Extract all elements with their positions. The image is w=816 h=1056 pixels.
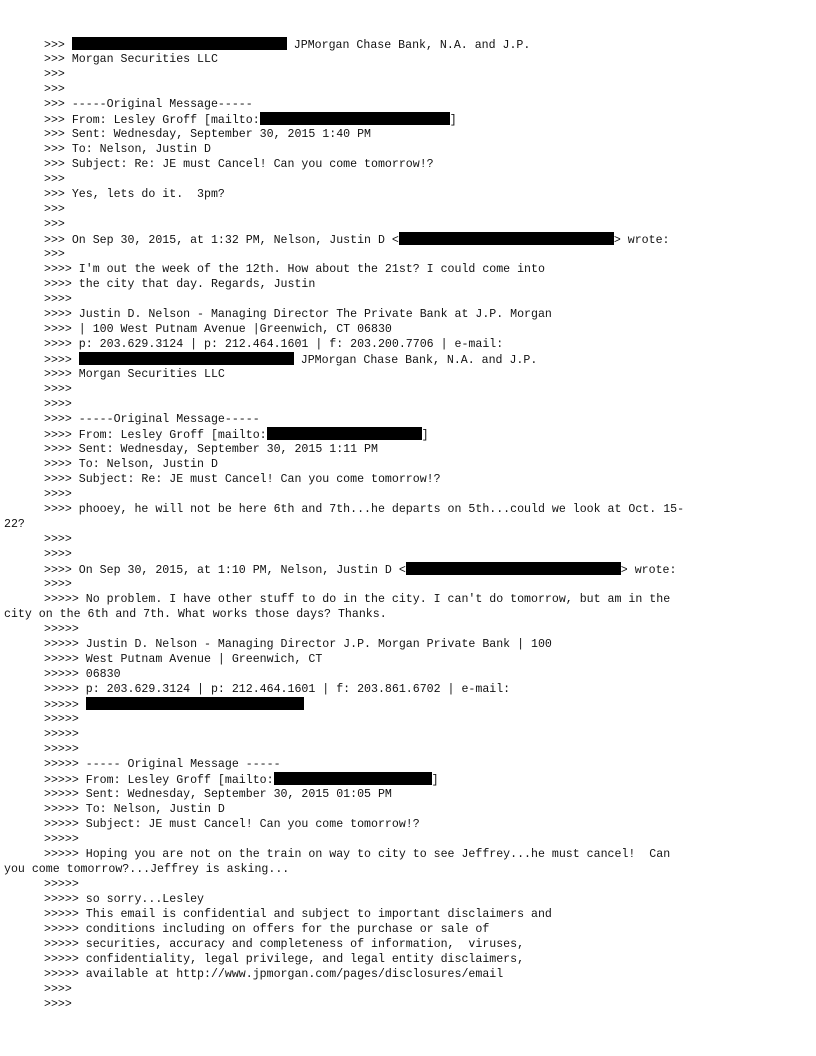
line-text: city on the 6th and 7th. What works those days? Thanks. [4, 608, 387, 621]
text-line [44, 217, 784, 232]
text-line [44, 292, 784, 307]
text-line [44, 97, 784, 112]
line-text: >>> To: Nelson, Justin D [44, 143, 211, 156]
text-line [44, 262, 784, 277]
line-text: >>>>> ----- Original Message ----- [44, 758, 281, 771]
line-text: >>>>> To: Nelson, Justin D [44, 803, 225, 816]
text-line [44, 322, 784, 337]
line-text: >>>>> Hoping you are not on the train on way to city to see Jeffrey...he must cancel! Can [44, 848, 671, 861]
redaction-bar [260, 112, 450, 125]
line-text: >>> [44, 68, 65, 81]
redaction-bar [86, 697, 304, 710]
text-line [44, 427, 784, 442]
text-line [44, 667, 784, 682]
text-line [44, 877, 784, 892]
line-text: >>>>> [44, 743, 79, 756]
text-line [44, 907, 784, 922]
text-line [44, 532, 784, 547]
text-line [44, 142, 784, 157]
line-text: >>>> p: 203.629.3124 | p: 212.464.1601 | f: 203.200.7706 | e-mail: [44, 338, 504, 351]
line-text: >>>>> [44, 728, 79, 741]
line-text: >>> [44, 203, 65, 216]
text-line [44, 352, 784, 367]
line-text: >>>> From: Lesley Groff [mailto: [44, 429, 267, 442]
text-line [44, 472, 784, 487]
text-line [44, 82, 784, 97]
line-text: >>>>> p: 203.629.3124 | p: 212.464.1601 | f: 203.861.6702 | e-mail: [44, 683, 511, 696]
text-line [44, 172, 784, 187]
line-text: >>>> Justin D. Nelson - Managing Director The Private Bank at J.P. Morgan [44, 308, 552, 321]
text-line [44, 52, 784, 67]
line-text: >>>>> Sent: Wednesday, September 30, 2015 01:05 PM [44, 788, 392, 801]
text-line [44, 337, 784, 352]
line-text: >>>> [44, 548, 72, 561]
line-text: >>>> [44, 354, 79, 367]
text-line [44, 787, 784, 802]
line-text: 22? [4, 518, 25, 531]
line-text: >>> From: Lesley Groff [mailto: [44, 114, 260, 127]
line-text-after-redaction: > wrote: [620, 564, 677, 577]
text-line [44, 382, 784, 397]
line-text: >>> [44, 248, 65, 261]
line-text-after-redaction: > wrote: [613, 234, 670, 247]
line-text: >>>>> conditions including on offers for the purchase or sale of [44, 923, 490, 936]
line-text: >>> Yes, lets do it. 3pm? [44, 188, 225, 201]
line-text: >>>> To: Nelson, Justin D [44, 458, 218, 471]
line-text: >>>> [44, 998, 72, 1011]
text-line [44, 67, 784, 82]
text-line [44, 952, 784, 967]
text-line [44, 892, 784, 907]
line-text: >>>>> so sorry...Lesley [44, 893, 205, 906]
text-line [44, 937, 784, 952]
text-line [44, 187, 784, 202]
line-text: >>>>> This email is confidential and subject to important disclaimers and [44, 908, 552, 921]
text-line [44, 712, 784, 727]
line-text: >>> [44, 83, 65, 96]
text-line [44, 982, 784, 997]
line-text: >>> Sent: Wednesday, September 30, 2015 1:40 PM [44, 128, 371, 141]
line-text: >>>> | 100 West Putnam Avenue |Greenwich, CT 06830 [44, 323, 392, 336]
redaction-bar [406, 562, 621, 575]
line-text: >>>> Morgan Securities LLC [44, 368, 225, 381]
text-line [44, 847, 784, 862]
text-line [44, 307, 784, 322]
text-line [44, 682, 784, 697]
text-line [44, 757, 784, 772]
text-line [44, 367, 784, 382]
text-line [44, 397, 784, 412]
line-text: >>>>> West Putnam Avenue | Greenwich, CT [44, 653, 323, 666]
text-line [44, 922, 784, 937]
text-line [44, 442, 784, 457]
line-text: >>>> [44, 578, 72, 591]
line-text: >>>> [44, 398, 72, 411]
text-line [44, 637, 784, 652]
text-line [44, 37, 784, 52]
line-text: >>>> [44, 488, 72, 501]
text-line [44, 742, 784, 757]
text-line [44, 157, 784, 172]
line-text: >>> Morgan Securities LLC [44, 53, 218, 66]
line-text: >>>>> From: Lesley Groff [mailto: [44, 774, 274, 787]
text-line [44, 127, 784, 142]
line-text: >>>>> [44, 623, 79, 636]
line-text: >>>> [44, 983, 72, 996]
text-line [44, 202, 784, 217]
text-line [44, 457, 784, 472]
text-line [44, 622, 784, 637]
line-text: >>>>> No problem. I have other stuff to do in the city. I can't do tomorrow, but am in the [44, 593, 671, 606]
line-text-after-redaction: JPMorgan Chase Bank, N.A. and J.P. [286, 39, 531, 52]
redaction-bar [399, 232, 614, 245]
text-line [44, 697, 784, 712]
line-text: you come tomorrow?...Jeffrey is asking... [4, 863, 290, 876]
text-line [44, 967, 784, 982]
line-text: >>>> the city that day. Regards, Justin [44, 278, 316, 291]
text-line [44, 562, 784, 577]
line-text: >>>>> [44, 833, 79, 846]
line-text: >>>>> available at http://www.jpmorgan.com/pages/disclosures/email [44, 968, 504, 981]
redaction-bar [267, 427, 422, 440]
text-line [44, 802, 784, 817]
line-text: >>> -----Original Message----- [44, 98, 253, 111]
redaction-bar [72, 37, 287, 50]
text-line [44, 652, 784, 667]
line-text: >>>>> [44, 878, 79, 891]
text-line [44, 817, 784, 832]
line-text: >>>>> [44, 713, 79, 726]
text-line [44, 832, 784, 847]
line-text: >>> Subject: Re: JE must Cancel! Can you come tomorrow!? [44, 158, 434, 171]
text-line [44, 502, 784, 517]
text-line [44, 232, 784, 247]
text-line [44, 247, 784, 262]
text-line [4, 517, 784, 532]
line-text: >>>> [44, 533, 72, 546]
line-text-after-redaction: JPMorgan Chase Bank, N.A. and J.P. [293, 354, 538, 367]
line-text: >>> [44, 218, 65, 231]
line-text: >>> On Sep 30, 2015, at 1:32 PM, Nelson, Justin D < [44, 234, 399, 247]
text-line [44, 577, 784, 592]
text-line [44, 997, 784, 1012]
text-line [44, 487, 784, 502]
line-text: >>>>> confidentiality, legal privilege, and legal entity disclaimers, [44, 953, 525, 966]
line-text: >>>> [44, 293, 72, 306]
email-thread-text [4, 37, 784, 1012]
text-line [44, 592, 784, 607]
text-line [4, 862, 784, 877]
line-text: >>> [44, 39, 72, 52]
text-line [44, 727, 784, 742]
line-text: >>>> phooey, he will not be here 6th and 7th...he departs on 5th...could we look at Oct. 15- [44, 503, 685, 516]
line-text-after-redaction: ] [431, 774, 439, 787]
line-text-after-redaction: ] [449, 114, 457, 127]
line-text: >>>>> Subject: JE must Cancel! Can you come tomorrow!? [44, 818, 420, 831]
line-text: >>> [44, 173, 65, 186]
redaction-bar [274, 772, 432, 785]
line-text: >>>> I'm out the week of the 12th. How about the 21st? I could come into [44, 263, 545, 276]
line-text: >>>> [44, 383, 72, 396]
line-text: >>>> On Sep 30, 2015, at 1:10 PM, Nelson, Justin D < [44, 564, 406, 577]
line-text: >>>> Sent: Wednesday, September 30, 2015 1:11 PM [44, 443, 378, 456]
line-text-after-redaction: ] [421, 429, 429, 442]
text-line [44, 772, 784, 787]
text-line [44, 547, 784, 562]
line-text: >>>>> 06830 [44, 668, 121, 681]
text-line [44, 277, 784, 292]
line-text: >>>>> [44, 699, 86, 712]
line-text: >>>>> securities, accuracy and completeness of information, viruses, [44, 938, 525, 951]
redaction-bar [79, 352, 294, 365]
text-line [44, 112, 784, 127]
line-text: >>>>> Justin D. Nelson - Managing Director J.P. Morgan Private Bank | 100 [44, 638, 552, 651]
text-line [4, 607, 784, 622]
line-text: >>>> Subject: Re: JE must Cancel! Can you come tomorrow!? [44, 473, 441, 486]
line-text: >>>> -----Original Message----- [44, 413, 260, 426]
text-line [44, 412, 784, 427]
